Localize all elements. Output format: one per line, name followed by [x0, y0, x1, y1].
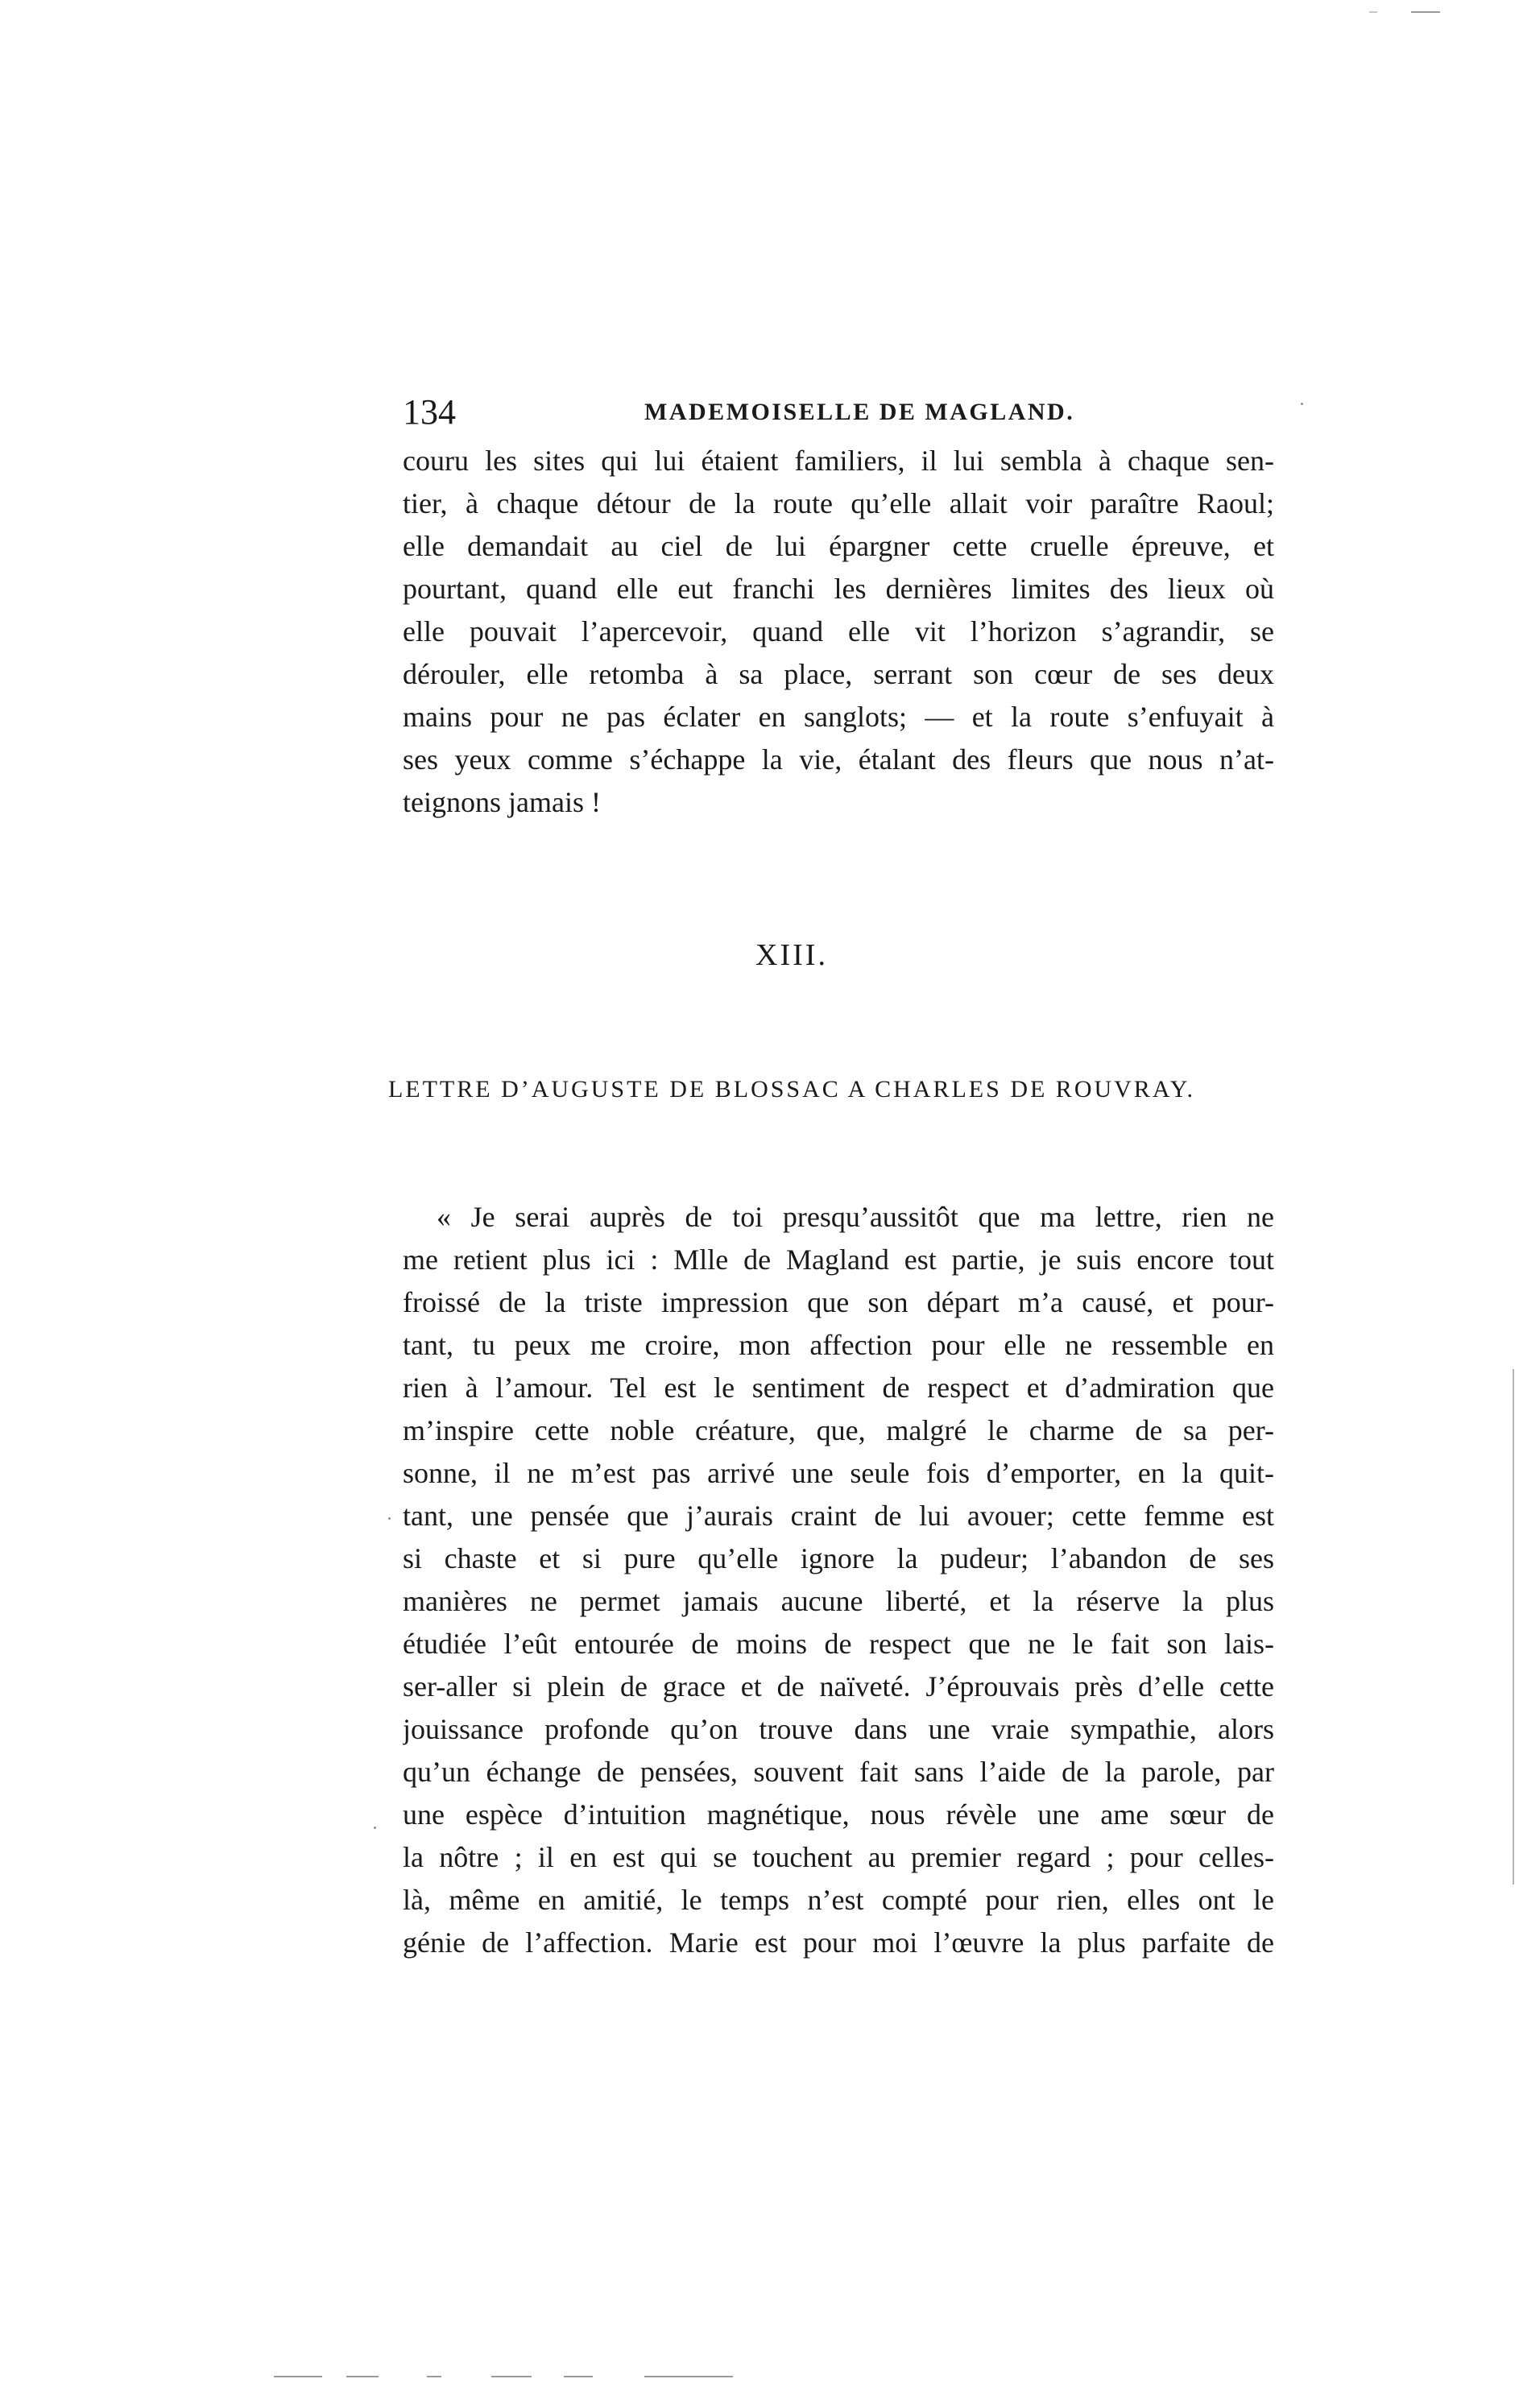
text-line: me retient plus ici : Mlle de Magland est partie, je suis encore tout [403, 1243, 1274, 1276]
text-line: dérouler, elle retomba à sa place, serrant son cœur de ses deux [403, 658, 1274, 690]
text-line: tant, une pensée que j’aurais craint de lui avouer; cette femme est [403, 1500, 1274, 1532]
running-header [403, 388, 1274, 437]
continuation-paragraph [403, 440, 1274, 824]
text-line: rien à l’amour. Tel est le sentiment de respect et d’admiration que [403, 1372, 1274, 1404]
text-line: jouissance profonde qu’on trouve dans une vraie sympathie, alors [403, 1713, 1274, 1745]
text-line: si chaste et si pure qu’elle ignore la pudeur; l’abandon de ses [403, 1542, 1274, 1574]
text-line: étudiée l’eût entourée de moins de respect que ne le fait son lais- [403, 1628, 1274, 1660]
text-line: ser-aller si plein de grace et de naïveté. J’éprouvais près d’elle cette [403, 1670, 1274, 1703]
text-line: teignons jamais ! [403, 786, 601, 818]
text-line: sonne, il ne m’est pas arrivé une seule fois d’emporter, en la quit- [403, 1457, 1274, 1489]
text-line: manières ne permet jamais aucune liberté, et la réserve la plus [403, 1585, 1274, 1617]
text-line: couru les sites qui lui étaient familiers, il lui sembla à chaque sen- [403, 445, 1274, 477]
text-line: ses yeux comme s’échappe la vie, étalant des fleurs que nous n’at- [403, 743, 1274, 776]
page-number: 134 [403, 392, 456, 432]
text-line: m’inspire cette noble créature, que, malgré le charme de sa per- [403, 1414, 1274, 1446]
text-line: la nôtre ; il en est qui se touchent au premier regard ; pour celles- [403, 1841, 1274, 1873]
text-line: tier, à chaque détour de la route qu’elle allait voir paraître Raoul; [403, 487, 1274, 519]
text-line: tant, tu peux me croire, mon affection pour elle ne ressemble en [403, 1329, 1274, 1361]
text-line: qu’un échange de pensées, souvent fait sans l’aide de la parole, par [403, 1756, 1274, 1788]
text-line: elle demandait au ciel de lui épargner cette cruelle épreuve, et [403, 530, 1274, 562]
chapter-number: XIII. [755, 938, 828, 972]
text-line: une espèce d’intuition magnétique, nous révèle une ame sœur de [403, 1798, 1274, 1831]
text-line: génie de l’affection. Marie est pour moi l’œuvre la plus parfaite de [403, 1926, 1274, 1959]
text-line: là, même en amitié, le temps n’est compté pour rien, elles ont le [403, 1884, 1274, 1916]
text-line: froissé de la triste impression que son départ m’a causé, et pour- [403, 1286, 1274, 1318]
letter-paragraph [403, 1196, 1274, 1964]
text-line: « Je serai auprès de toi presqu’aussitôt que ma lettre, rien ne [437, 1201, 1274, 1233]
text-line: pourtant, quand elle eut franchi les dernières limites des lieux où [403, 573, 1274, 605]
text-line: mains pour ne pas éclater en sanglots; — et la route s’enfuyait à [403, 701, 1274, 733]
chapter-heading: LETTRE D’AUGUSTE DE BLOSSAC A CHARLES DE ROUVRAY. [387, 1076, 1196, 1103]
text-line: elle pouvait l’apercevoir, quand elle vit l’horizon s’agrandir, se [403, 615, 1274, 648]
running-title: MADEMOISELLE DE MAGLAND. [644, 399, 1075, 425]
